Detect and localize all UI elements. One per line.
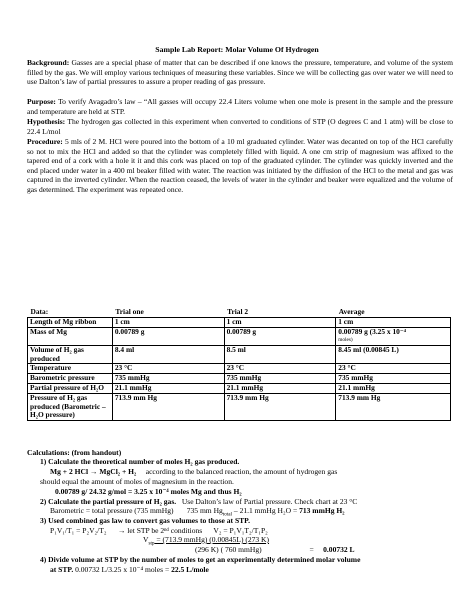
- calc-step-1: 1) Calculate the theoretical number of moles H₂ gas produced.: [40, 457, 240, 466]
- row-label: Pressure of H₂ gas produced (Barometric – H₂O pressure): [28, 394, 113, 421]
- row-label: Temperature: [28, 364, 113, 374]
- molar-volume-result: 22.5 L/mole: [169, 565, 209, 574]
- equation-line: [50, 467, 474, 476]
- table-row: [28, 374, 451, 384]
- average-cell: 23 °C: [336, 364, 451, 374]
- calc-step-3: 3) Used combined gas law to convert gas volumes to those at STP.: [40, 516, 250, 525]
- calculations-heading: Calculations: (from handout): [27, 448, 122, 457]
- trial-one-cell: 713.9 mm Hg: [112, 394, 224, 421]
- background-paragraph: [27, 58, 453, 87]
- average-note: moles): [338, 336, 353, 343]
- vstp-equals: =: [309, 545, 314, 554]
- trial-one-cell: 23 °C: [112, 364, 224, 374]
- vstp-subscript: stp: [148, 540, 155, 547]
- vstp-result: 0.00732 L: [323, 545, 355, 554]
- table-header: Average: [338, 307, 365, 316]
- trial-one-cell: 1 cm: [112, 318, 224, 328]
- vstp-denominator: (296 K) ( 760 mmHg): [195, 545, 262, 554]
- step2-line: [50, 506, 474, 518]
- calc-step-4: 4) Divide volume at STP by the number of moles to get an experimentally determined molar volume: [40, 555, 361, 564]
- table-row: [28, 394, 451, 421]
- trial-two-cell: 735 mmHg: [224, 374, 336, 384]
- purpose-paragraph: [27, 97, 453, 116]
- table-row: [28, 328, 451, 346]
- hypothesis-label: Hypothesis:: [27, 117, 66, 126]
- average-cell: 8.45 ml (0.00845 L): [336, 346, 451, 364]
- stp-conditions: → let STP be 2ⁿᵈ conditions: [117, 526, 203, 535]
- background-text: Gasses are a special phase of matter that can be described if one knows the pressure, temperature, and volume of the system filled by the gas. We will employ various techniques of measuring these variables. Since we will be collecting gas over water we will need to use Dalton’s law of partial pressures to assure a proper reading of gas pressure.: [27, 58, 453, 87]
- hypothesis-paragraph: [27, 117, 453, 136]
- trial-two-cell: 1 cm: [224, 318, 336, 328]
- table-row: [28, 346, 451, 364]
- page-title: Sample Lab Report: Molar Volume Of Hydrogen: [155, 45, 319, 54]
- trial-two-cell: 713.9 mm Hg: [224, 394, 336, 421]
- vstp-numerator: = (713.9 mmHg) (0.00845L) (273 K): [154, 535, 270, 544]
- table-row: [28, 384, 451, 394]
- trial-one-cell: 735 mmHg: [112, 374, 224, 384]
- step2-text: Use Dalton’s law of Partial pressure. Check chart at 23 °C: [181, 497, 358, 506]
- table-row: [28, 318, 451, 328]
- purpose-label: Purpose:: [27, 97, 56, 106]
- average-cell: 735 mmHg: [336, 374, 451, 384]
- trial-two-cell: 8.5 ml: [224, 346, 336, 364]
- row-label: Mass of Mg: [28, 328, 113, 346]
- gas-law-line: [50, 526, 474, 535]
- background-label: Background:: [27, 58, 70, 67]
- total-subscript: total: [222, 511, 233, 518]
- purpose-text: To verify Avagadro’s law – “All gasses will occupy 22.4 Liters volume when one mole is present in the sample and the pressure and temperature are held at STP.: [27, 97, 453, 116]
- reaction-note: according to the balanced reaction, the amount of hydrogen gas: [145, 467, 338, 476]
- vstp-numerator-line: [143, 535, 474, 547]
- vstp-label: V: [143, 535, 149, 544]
- procedure-paragraph: [27, 137, 453, 195]
- barometric-text: Barometric = total pressure (735 mmHg): [50, 506, 174, 515]
- moles-result: 0.00789 g/ 24.32 g/mol = 3.25 x 10⁻⁴ moles Mg and thus H₂: [55, 487, 242, 496]
- row-label: Length of Mg ribbon: [28, 318, 113, 328]
- trial-one-cell: 0.00789 g: [112, 328, 224, 346]
- data-table: [27, 308, 451, 421]
- at-stp-label: at STP.: [50, 565, 74, 574]
- step2-title: 2) Calculate the partial pressure of H₂ gas.: [40, 497, 177, 506]
- average-cell: [336, 328, 451, 346]
- average-value: 0.00789 g (3.25 x 10⁻⁴: [338, 327, 406, 336]
- h2-pressure-result: 713 mmHg H₂: [299, 506, 345, 515]
- table-header: Trial one: [115, 307, 144, 316]
- table-header: Trial 2: [227, 307, 249, 316]
- molar-volume-calc: 0.00732 L/3.25 x 10⁻⁴ moles =: [73, 565, 170, 574]
- trial-one-cell: 8.4 ml: [112, 346, 224, 364]
- reaction-note-2: should equal the amount of moles of magnesium in the reaction.: [40, 477, 234, 486]
- combined-gas-law: P₁V₁/T₁ = P₂V₂/T₂: [50, 526, 107, 535]
- trial-one-cell: 21.1 mmHg: [112, 384, 224, 394]
- row-label: Volume of H₂ gas produced: [28, 346, 113, 364]
- table-header: Data:: [30, 307, 49, 316]
- procedure-text: 5 mls of 2 M. HCl were poured into the bottom of a 10 ml graduated cylinder. Water was decanted on top of the HCl carefully so not to mix the HCl and added so that the cylinder was completely filled with liquid. A one cm strip of magnesium was affixed to the tapered end of a cork with a hole it it and this cork was placed on top of the graduated cylinder. The cylinder was quickly inverted and the end placed under water in a 400 ml beaker filled with water. The reaction was initiated by the diffusion of the HCl to the metal and gas was captured in the inverted cylinder. When the reaction ceased, the levels of water in the cylinder and beaker were equalized and the volume of gas determined. The experiment was repeated once.: [27, 137, 454, 194]
- table-row: [28, 364, 451, 374]
- molar-volume-line: [50, 565, 474, 574]
- average-cell: 21.1 mmHg: [336, 384, 451, 394]
- reaction-equation: Mg + 2 HCl → MgCl₂ + H₂: [50, 467, 137, 476]
- trial-two-cell: 0.00789 g: [224, 328, 336, 346]
- average-cell: 713.9 mm Hg: [336, 394, 451, 421]
- trial-two-cell: 21.1 mmHg: [224, 384, 336, 394]
- hypothesis-text: The hydrogen gas collected in this experiment when converted to conditions of STP (O degrees C and 1 atm) will be close to 22.4 L/mol: [27, 117, 453, 136]
- calc-step-2: [40, 497, 470, 506]
- subtraction-text: – 21.1 mmHg H₂O =: [232, 506, 300, 515]
- total-pressure: 735 mm Hg: [186, 506, 223, 515]
- trial-two-cell: 23 °C: [224, 364, 336, 374]
- procedure-label: Procedure:: [27, 137, 63, 146]
- solved-gas-law: V₂ = P₁V₁T₂/T₁P₂: [213, 526, 268, 535]
- row-label: Partial pressure of H₂O: [28, 384, 113, 394]
- average-cell: 1 cm: [336, 318, 451, 328]
- row-label: Barometric pressure: [28, 374, 113, 384]
- vstp-denominator-line: [195, 545, 474, 554]
